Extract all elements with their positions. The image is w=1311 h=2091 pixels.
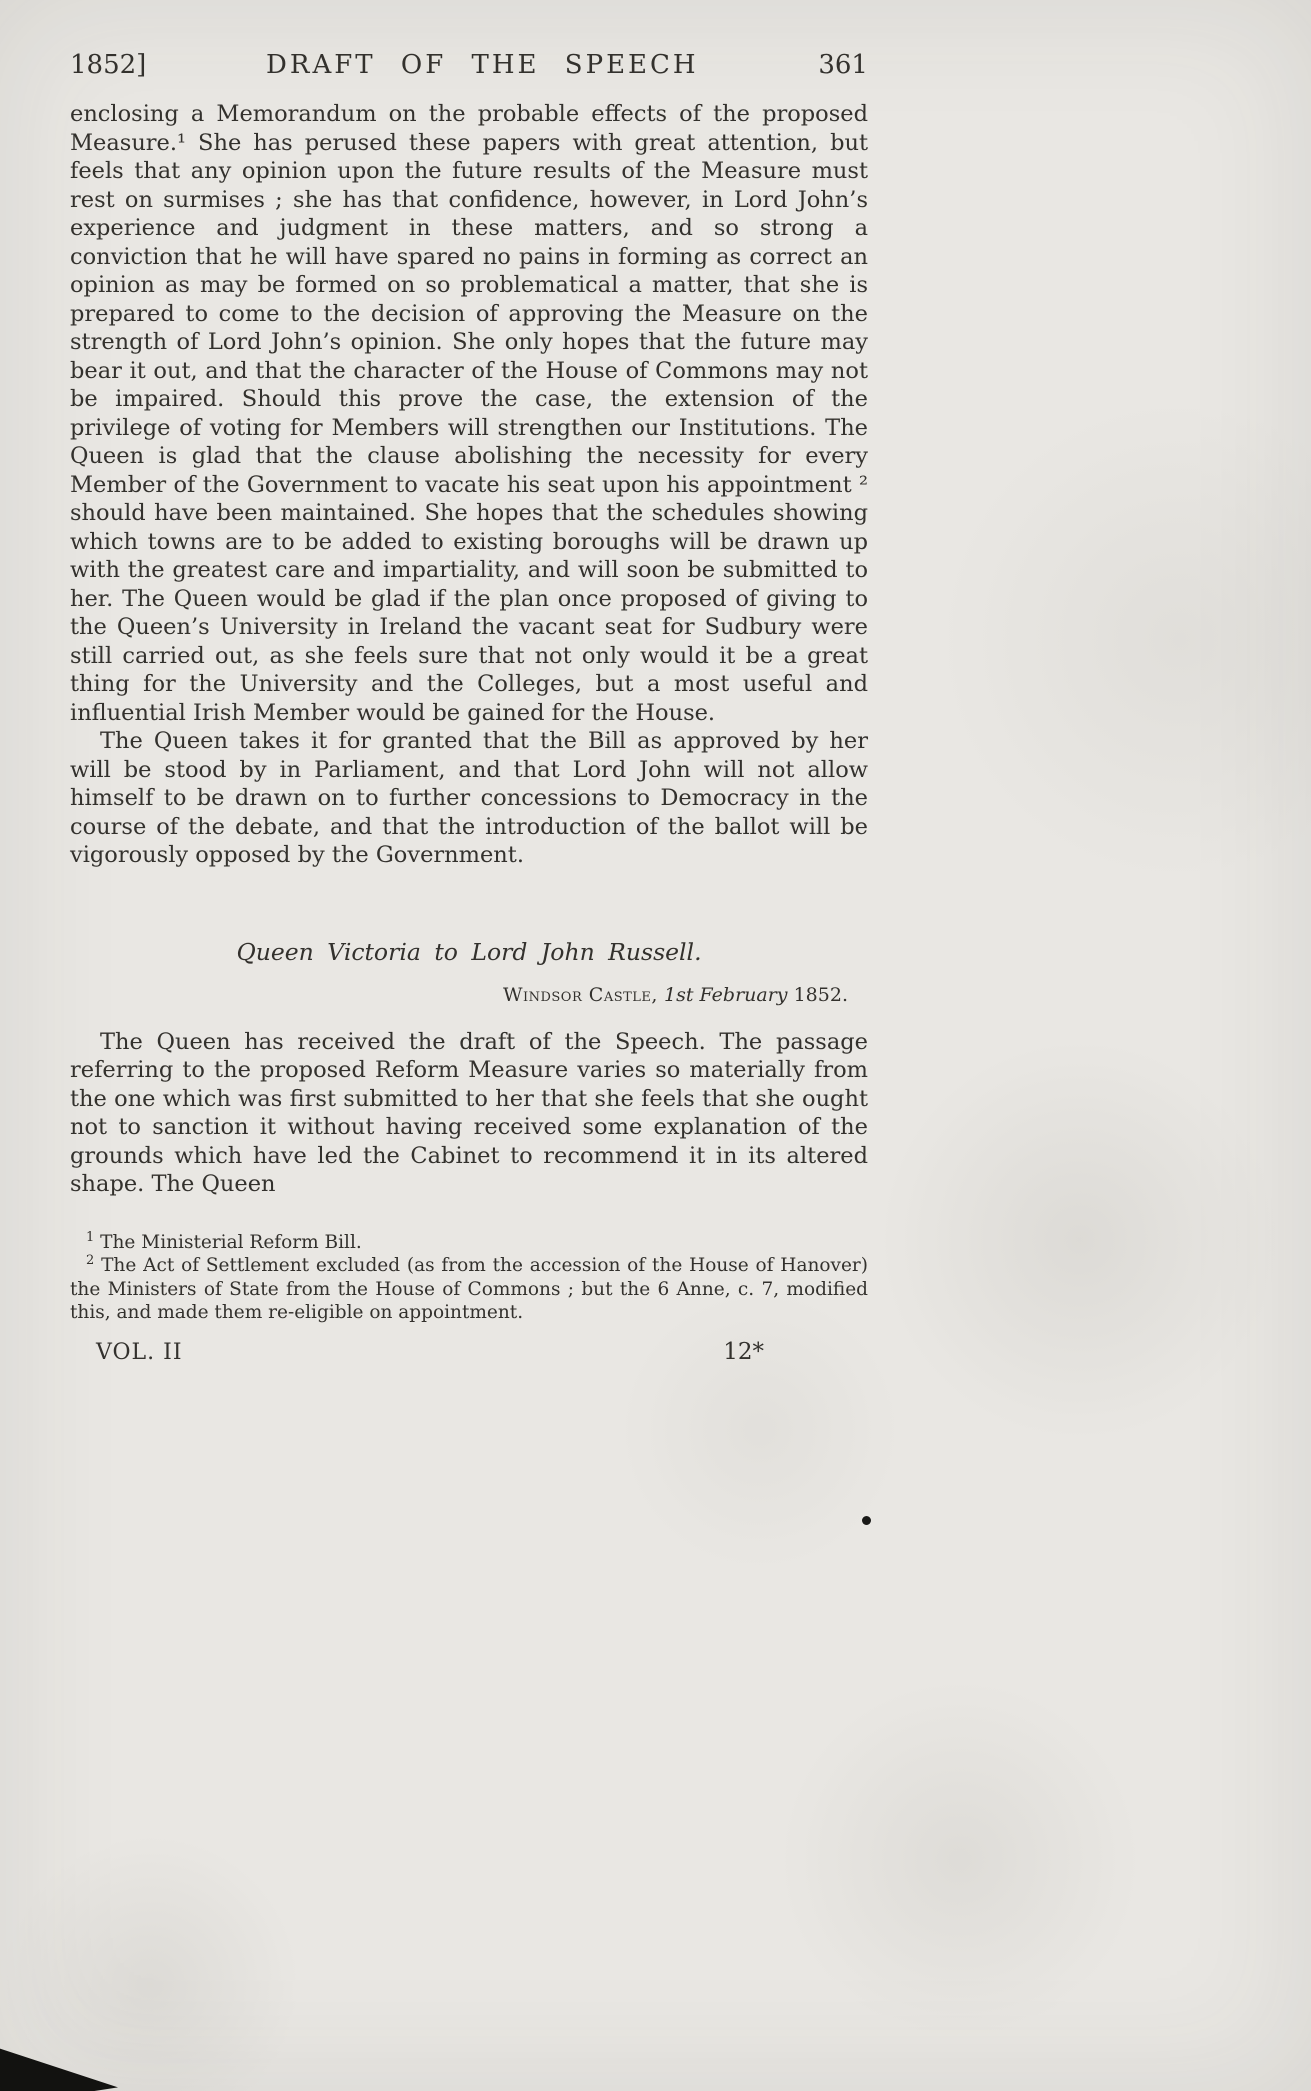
footnote-1 [70, 1231, 868, 1255]
dateline-date: 1st February [664, 983, 788, 1006]
page-title: DRAFT OF THE SPEECH [266, 50, 699, 80]
letter-paragraph-1: The Queen has received the draft of the Speech. The passage referring to the proposed Reform Measure varies so materially from the one which was first submitted to her that she feels that she ought not to sanction it without having received some explanation of the grounds which have led the Cabinet to recommend it in its altered shape. The Queen [70, 1028, 868, 1197]
body-paragraph-2: The Queen takes it for granted that the Bill as approved by her will be stood by in Parliament, and that Lord John will not allow himself to be drawn on to further concessions to Democracy in the course of the debate, and that the introduction of the ballot will be vigorously opposed by the Government. [70, 728, 868, 868]
page-header [70, 50, 868, 80]
letter-heading: Queen Victoria to Lord John Russell. [236, 937, 702, 966]
header-year: 1852] [70, 50, 147, 80]
page-content [70, 50, 868, 1365]
footnote-marker-2: 2 [86, 1252, 95, 1268]
page-footer [70, 1339, 868, 1365]
footnote-text-2: The Act of Settlement excluded (as from the accession of the House of Hanover) the Ministers of State from the House of Commons ; but the 6 Anne, c. 7, modified this, and made them re-eligible on appointment. [70, 1255, 868, 1323]
scan-artifact-corner [0, 2045, 118, 2091]
footnotes-section [70, 1231, 868, 1325]
dateline-year: 1852. [793, 983, 848, 1006]
footnote-marker-1: 1 [86, 1229, 95, 1245]
dateline-place: Windsor Castle, [502, 983, 658, 1006]
footnote-text-1: The Ministerial Reform Bill. [100, 1231, 362, 1253]
header-page-number: 361 [818, 50, 868, 80]
scan-artifact-dot [862, 1516, 871, 1525]
signature-mark: 12* [723, 1338, 764, 1365]
volume-label: VOL. II [96, 1339, 183, 1365]
letter-dateline [70, 984, 868, 1006]
footnote-2 [70, 1254, 868, 1325]
body-paragraph-1: enclosing a Memorandum on the probable effects of the proposed Measure.¹ She has perused these papers with great attention, but feels that any opinion upon the future results of the Measure must rest on surmises ; she has that confidence, however, in Lord John’s experience and judgment in these matters, and so strong a conviction that he will have spared no pains in forming as correct an opinion as may be formed on so problematical a matter, that she is prepared to come to the decision of approving the Measure on the strength of Lord John’s opinion. She only hopes that the future may bear it out, and that the character of the House of Commons may not be impaired. Should this prove the case, the extension of the privilege of voting for Members will strengthen our Institutions. The Queen is glad that the clause abolishing the necessity for every Member of the Government to vacate his seat upon his appointment ² should have been maintained. She hopes that the schedules showing which towns are to be added to existing boroughs will be drawn up with the greatest care and impartiality, and will soon be submitted to her. The Queen would be glad if the plan once proposed of giving to the Queen’s University in Ireland the vacant seat for Sudbury were still carried out, as she feels sure that not only would it be a great thing for the University and the Colleges, but a most useful and influential Irish Member would be gained for the House. [70, 101, 868, 726]
